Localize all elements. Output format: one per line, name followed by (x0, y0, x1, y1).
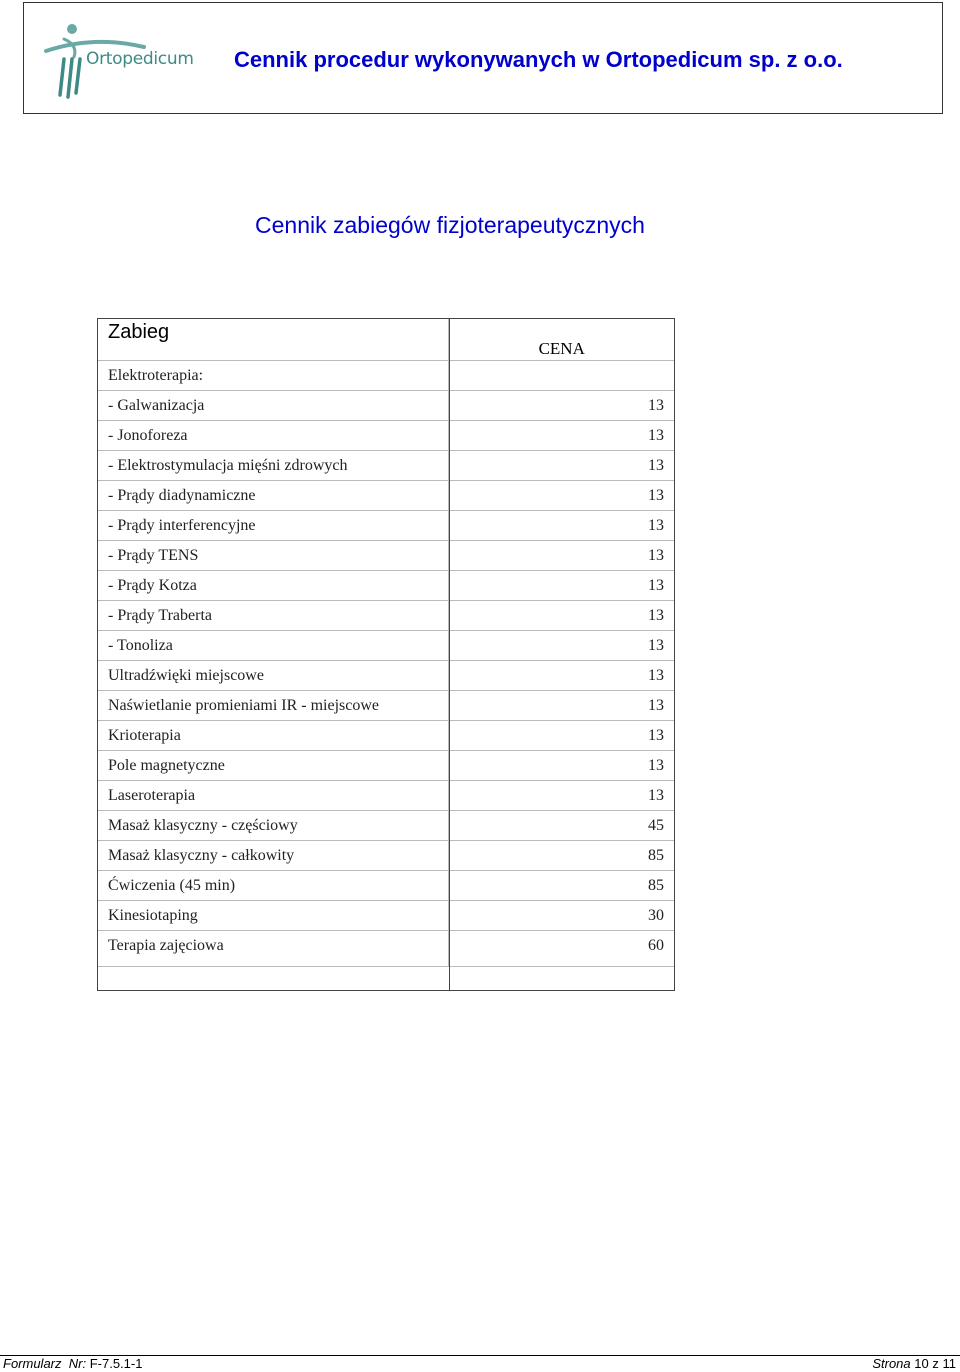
procedure-name: - Galwanizacja (98, 391, 449, 421)
logo-text: Ortopedicum (86, 49, 194, 69)
procedure-name: Pole magnetyczne (98, 751, 449, 781)
procedure-price: 85 (449, 871, 675, 901)
procedure-price: 13 (449, 481, 675, 511)
table-row (98, 901, 675, 931)
table-row (98, 361, 675, 391)
table-row (98, 781, 675, 811)
table-row (98, 631, 675, 661)
table-header-row (98, 319, 675, 361)
footer-form-number-value: F-7.5.1-1 (89, 1356, 143, 1371)
procedure-name: Terapia zajęciowa (98, 931, 449, 967)
footer-rule (0, 1355, 960, 1356)
procedure-price: 13 (449, 421, 675, 451)
procedure-price: 13 (449, 601, 675, 631)
procedure-price (449, 361, 675, 391)
table-row (98, 391, 675, 421)
procedure-price: 13 (449, 631, 675, 661)
procedure-price: 13 (449, 511, 675, 541)
document-header (23, 2, 943, 114)
table-row (98, 751, 675, 781)
footer-page-number (872, 1356, 956, 1371)
column-header-cena: CENA (449, 319, 675, 361)
table-row (98, 541, 675, 571)
procedure-name: - Prądy Kotza (98, 571, 449, 601)
table-row (98, 811, 675, 841)
page-title: Cennik zabiegów fizjoterapeutycznych (255, 212, 645, 238)
footer-page-total: 11 (942, 1356, 956, 1371)
header-title: Cennik procedur wykonywanych w Ortopedicum sp. z o.o. (234, 47, 843, 72)
procedure-price: 13 (449, 721, 675, 751)
procedure-price: 13 (449, 571, 675, 601)
table-row (98, 721, 675, 751)
procedure-name: Naświetlanie promieniami IR - miejscowe (98, 691, 449, 721)
table-row (98, 601, 675, 631)
procedure-price: 45 (449, 811, 675, 841)
procedure-price: 13 (449, 661, 675, 691)
procedure-price: 60 (449, 931, 675, 967)
table-row (98, 931, 675, 967)
procedure-name: Ćwiczenia (45 min) (98, 871, 449, 901)
procedure-price: 13 (449, 781, 675, 811)
procedure-price: 13 (449, 451, 675, 481)
footer-page-current: 10 (914, 1356, 929, 1371)
procedure-name: Masaż klasyczny - całkowity (98, 841, 449, 871)
procedure-name: Elektroterapia: (98, 361, 449, 391)
procedure-name: Krioterapia (98, 721, 449, 751)
table-row (98, 421, 675, 451)
procedure-name: - Prądy Traberta (98, 601, 449, 631)
footer-page-label: Strona (872, 1356, 911, 1371)
table-row (98, 511, 675, 541)
procedure-price: 30 (449, 901, 675, 931)
procedure-name: - Jonoforeza (98, 421, 449, 451)
table-row (98, 481, 675, 511)
procedure-name: Ultradźwięki miejscowe (98, 661, 449, 691)
procedure-price: 13 (449, 391, 675, 421)
table-row (98, 691, 675, 721)
procedure-name: - Tonoliza (98, 631, 449, 661)
procedure-name: Masaż klasyczny - częściowy (98, 811, 449, 841)
table-row (98, 871, 675, 901)
procedure-price: 13 (449, 541, 675, 571)
footer-form-label: Formularz (3, 1356, 62, 1371)
table-row (98, 451, 675, 481)
procedure-name: - Prądy interferencyjne (98, 511, 449, 541)
procedure-name: Kinesiotaping (98, 901, 449, 931)
table-row (98, 841, 675, 871)
table-row (98, 661, 675, 691)
column-header-zabieg: Zabieg (98, 319, 449, 361)
procedure-name: - Prądy TENS (98, 541, 449, 571)
footer-form-number (3, 1356, 142, 1371)
price-table (97, 318, 675, 967)
table-row (98, 571, 675, 601)
procedure-price: 13 (449, 751, 675, 781)
procedure-name: - Elektrostymulacja mięśni zdrowych (98, 451, 449, 481)
footer-page-of: z (932, 1356, 939, 1371)
footer-form-nr-label: Nr: (68, 1356, 87, 1371)
procedure-price: 13 (449, 691, 675, 721)
procedure-name: - Prądy diadynamiczne (98, 481, 449, 511)
procedure-price: 85 (449, 841, 675, 871)
procedure-name: Laseroterapia (98, 781, 449, 811)
